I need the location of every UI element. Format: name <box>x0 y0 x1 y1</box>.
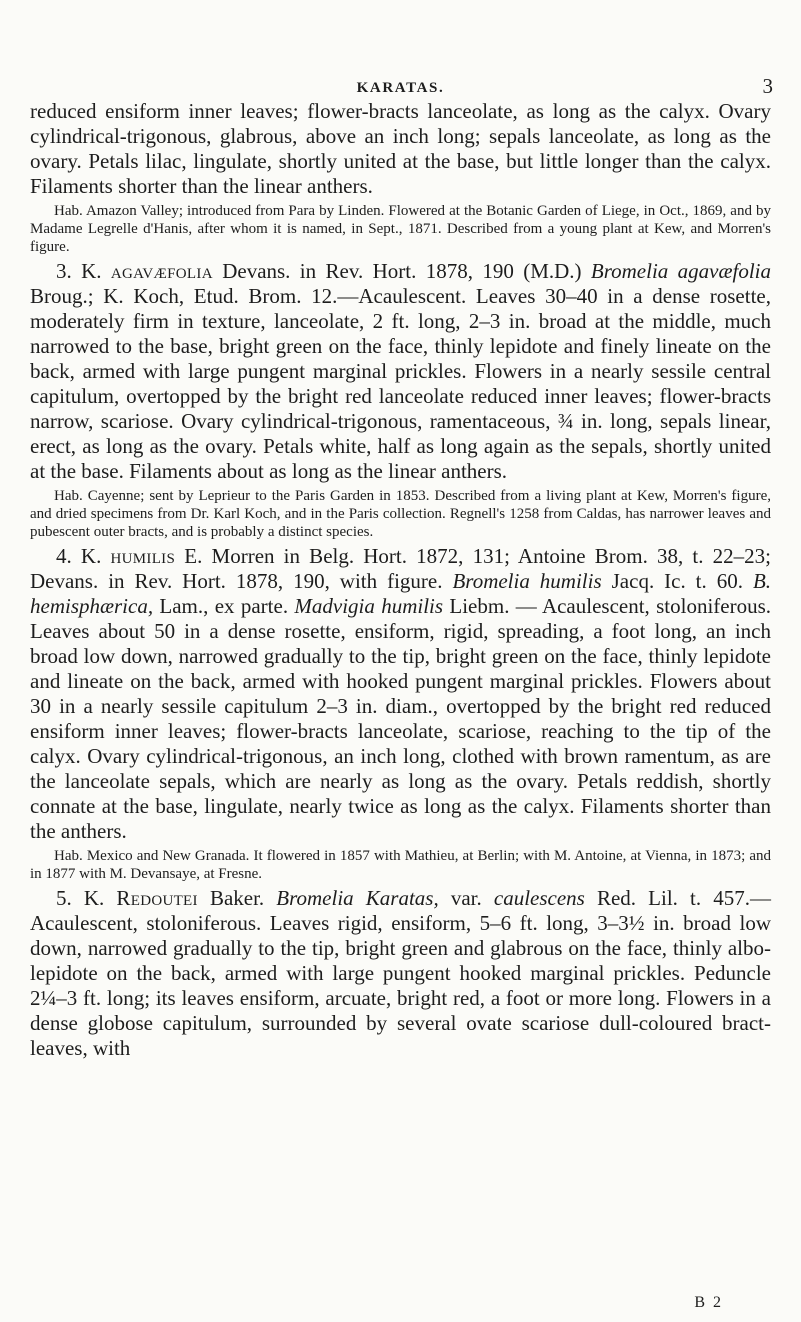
species-entry <box>30 544 771 844</box>
species-citation: Devans. in Rev. Hort. 1878, 190 (M.D.) <box>222 259 582 283</box>
species-entry <box>30 259 771 484</box>
species-number: 5. K. <box>56 886 105 910</box>
species-citation: Baker. <box>209 886 265 910</box>
species-citation: E. Morren in Belg. Hort. 1872, 131; Antoine Brom. 38, t. 22–23; Devans. in Rev. Hort. 1878, 190, with figure. <box>30 544 772 593</box>
species-description: Red. Lil. t. 457.—Acaulescent, stoloniferous. Leaves rigid, ensiform, 5–6 ft. long, 3–3½ in. broad low down, narrowed gradually to the tip, bright green and glabrous on the face, thinly albo-lepidote on the back, armed with large pungent hooked marginal prickles. Peduncle 2¼–3 ft. long; its leaves ensiform, arcuate, bright red, a foot or more long. Flowers in a dense globose capitulum, surrounded by several ovate scariose dull-coloured bract-leaves, with <box>30 886 772 1060</box>
synonym-citation: var. <box>450 886 482 910</box>
intro-habitat <box>30 202 771 256</box>
page <box>30 0 773 1311</box>
habitat-text: Hab. Cayenne; sent by Leprieur to the Paris Garden in 1853. Described from a living plant at Kew, Morren's figure, and dried specimens from Dr. Karl Koch, and in the Paris collection. Regnell's 1258 from Caldas, has narrower leaves and pubescent outer bracts, and is probably a distinct species. <box>30 488 771 540</box>
synonym-name: B. hemisphærica, <box>30 569 772 618</box>
synonym-citation: Jacq. Ic. t. 60. <box>611 569 743 593</box>
species-description: Broug.; K. Koch, Etud. Brom. 12.—Acaulescent. Leaves 30–40 in a dense rosette, moderately firm in texture, lanceolate, 2 ft. long, 2–3 in. broad at the middle, much narrowed to the base, bright green on the face, thinly lepidote and finely lineate on the back, armed with large pungent marginal prickles. Flowers in a nearly sessile central capitulum, overtopped by the bright red lanceolate reduced inner leaves; flower-bracts narrow, scariose. Ovary cylindrical-trigonous, ramentaceous, ¾ in. long, sepals linear, erect, as long as the ovary. Petals white, half as long again as the sepals, shortly united at the base. Filaments about as long as the linear anthers. <box>30 284 771 483</box>
species-entry <box>30 886 771 1061</box>
habitat-text: Hab. Mexico and New Granada. It flowered in 1857 with Mathieu, at Berlin; with M. Antoine, at Vienna, in 1873; and in 1877 with M. Devansaye, at Fresne. <box>30 848 771 882</box>
synonym-name: Madvigia humilis <box>294 594 444 618</box>
species-name: agavæfolia <box>110 259 213 283</box>
habitat-text: Hab. Amazon Valley; introduced from Para by Linden. Flowered at the Botanic Garden of Liege, in Oct., 1869, and by Madame Legrelle d'Hanis, after whom it is named, in Sept., 1871. Described from a young plant at Kew, and Morren's figure. <box>30 203 771 255</box>
page-number: 3 <box>762 74 773 98</box>
synonym-name: Bromelia agavæfolia <box>590 259 771 283</box>
synonym-citation: Lam., ex parte. <box>159 594 289 618</box>
page-header <box>30 0 771 100</box>
page-body <box>30 99 771 1061</box>
synonym-name: Bromelia Karatas, <box>276 886 439 910</box>
signature-mark: B 2 <box>694 1294 723 1311</box>
species-number: 4. K. <box>56 544 102 568</box>
species-name: humilis <box>110 544 176 568</box>
synonym-name: Bromelia humilis <box>452 569 602 593</box>
intro-paragraph: reduced ensiform inner leaves; flower-bracts lanceolate, as long as the calyx. Ovary cylindrical-trigonous, glabrous, above an inch long; sepals lanceolate, as long as the ovary. Petals lilac, lingulate, shortly united at the base, but little longer than the calyx. Filaments shorter than the linear anthers. <box>30 99 771 198</box>
species-habitat <box>30 487 771 541</box>
species-description: Liebm. — Acaulescent, stoloniferous. Leaves about 50 in a dense rosette, ensiform, rigid, spreading, a foot long, an inch broad low down, narrowed gradually to the tip, bright green on the face, thinly lepidote and lineate on the back, armed with hooked pungent marginal prickles. Flowers about 30 in a nearly sessile capitulum 2–3 in. diam., overtopped by the bright red reduced ensiform inner leaves; flower-bracts lanceolate, scariose, reaching to the tip of the calyx. Ovary cylindrical-trigonous, an inch long, clothed with brown ramentum, as are the lanceolate sepals, which are nearly as long as the ovary. Petals reddish, shortly connate at the base, lingulate, nearly twice as long as the calyx. Filaments shorter than the anthers. <box>30 594 772 843</box>
species-habitat <box>30 847 771 883</box>
species-number: 3. K. <box>56 259 102 283</box>
species-name: Redoutei <box>116 886 198 910</box>
running-title: KARATAS. <box>356 80 445 96</box>
synonym-name: caulescens <box>493 886 585 910</box>
